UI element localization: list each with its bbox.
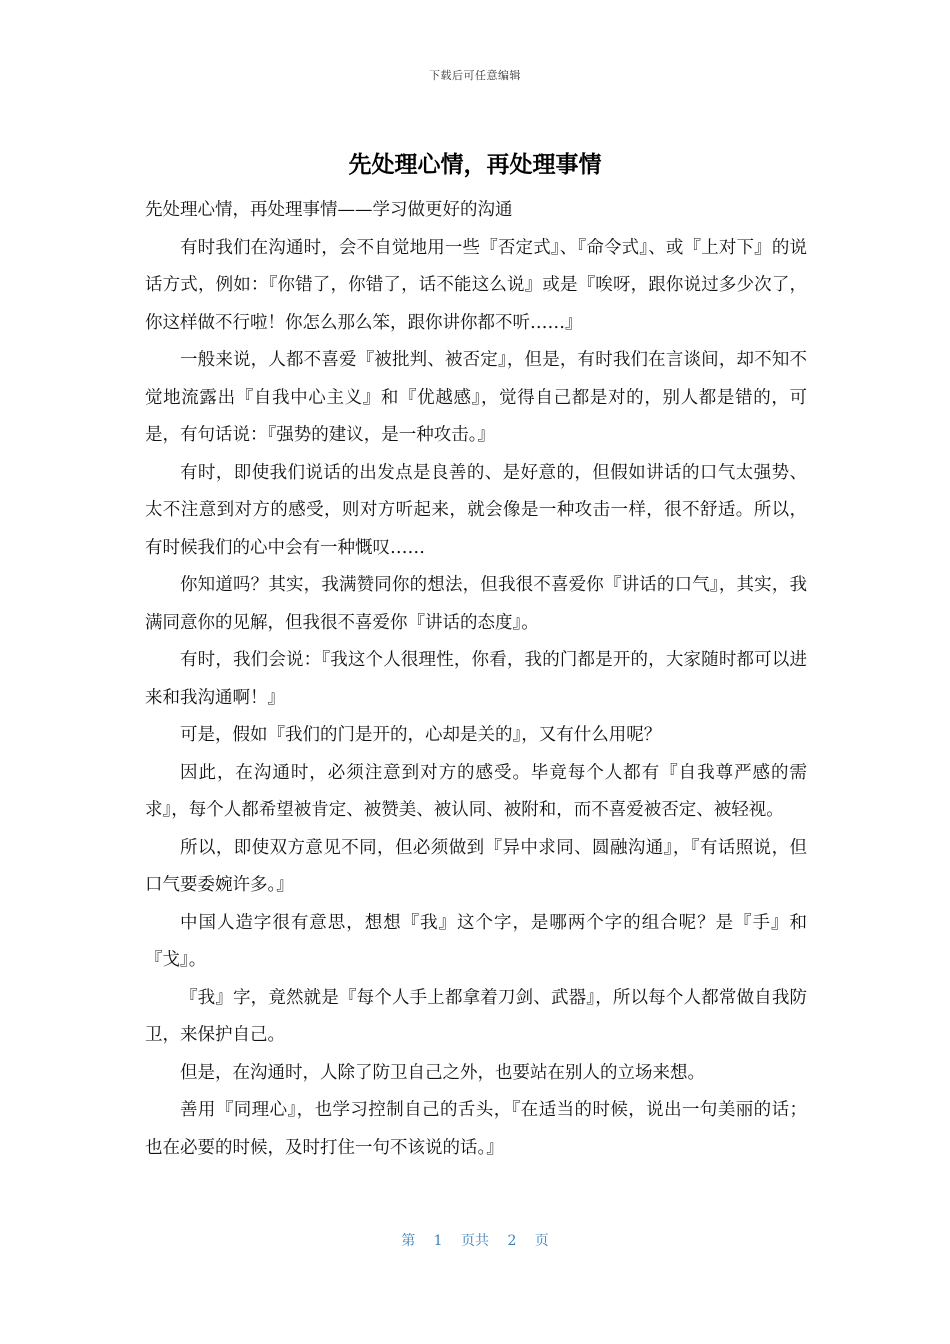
paragraph: 有时，即使我们说话的出发点是良善的、是好意的，但假如讲话的口气太强势、太不注意到对方的感受，则对方听起来，就会像是一种攻击一样，很不舒适。所以，有时候我们的心中会有一种慨叹…… — [145, 462, 807, 558]
paragraph: 所以，即使双方意见不同，但必须做到『异中求同、圆融沟通』，『有话照说，但口气要委婉许多。』 — [145, 837, 807, 895]
paragraph: 善用『同理心』，也学习控制自己的舌头，『在适当的时候，说出一句美丽的话；也在必要的时候，及时打住一句不该说的话。』 — [145, 1100, 807, 1158]
paragraph: 但是，在沟通时，人除了防卫自己之外，也要站在别人的立场来想。 — [180, 1062, 705, 1083]
paragraph: 你知道吗？其实，我满赞同你的想法，但我很不喜爱你『讲话的口气』，其实，我满同意你的见解，但我很不喜爱你『讲话的态度』。 — [145, 575, 807, 633]
document-subtitle: 先处理心情，再处理事情——学习做更好的沟通 — [145, 200, 513, 220]
header-note: 下载后可任意编辑 — [429, 69, 521, 82]
paragraph: 中国人造字很有意思，想想『我』这个字，是哪两个字的组合呢？是『手』和『戈』。 — [145, 912, 807, 970]
paragraph: 因此，在沟通时，必须注意到对方的感受。毕竟每个人都有『自我尊严感的需求』，每个人都希望被肯定、被赞美、被认同、被附和，而不喜爱被否定、被轻视。 — [145, 762, 807, 820]
document-title: 先处理心情，再处理事情 — [348, 152, 602, 178]
document-body — [145, 192, 807, 1167]
paragraph: 有时我们在沟通时，会不自觉地用一些『否定式』、『命令式』、或『上对下』的说话方式，例如：『你错了，你错了，话不能这么说』或是『唉呀，跟你说过多少次了，你这样做不行啦！你怎么那么笨，跟你讲你都不听……』 — [145, 237, 807, 333]
paragraph: 有时，我们会说：『我这个人很理性，你看，我的门都是开的，大家随时都可以进来和我沟通啊！』 — [145, 650, 807, 708]
paragraph: 一般来说，人都不喜爱『被批判、被否定』，但是，有时我们在言谈间，却不知不觉地流露出『自我中心主义』和『优越感』，觉得自己都是对的，别人都是错的，可是，有句话说：『强势的建议，是一种攻击。』 — [145, 350, 807, 445]
paragraph: 可是，假如『我们的门是开的，心却是关的』，又有什么用呢？ — [180, 725, 662, 745]
paragraph: 『我』字，竟然就是『每个人手上都拿着刀剑、武器』，所以每个人都常做自我防卫，来保护自己。 — [145, 987, 807, 1045]
page-number-footer: 第 1 页共 2 页 — [401, 1233, 549, 1249]
